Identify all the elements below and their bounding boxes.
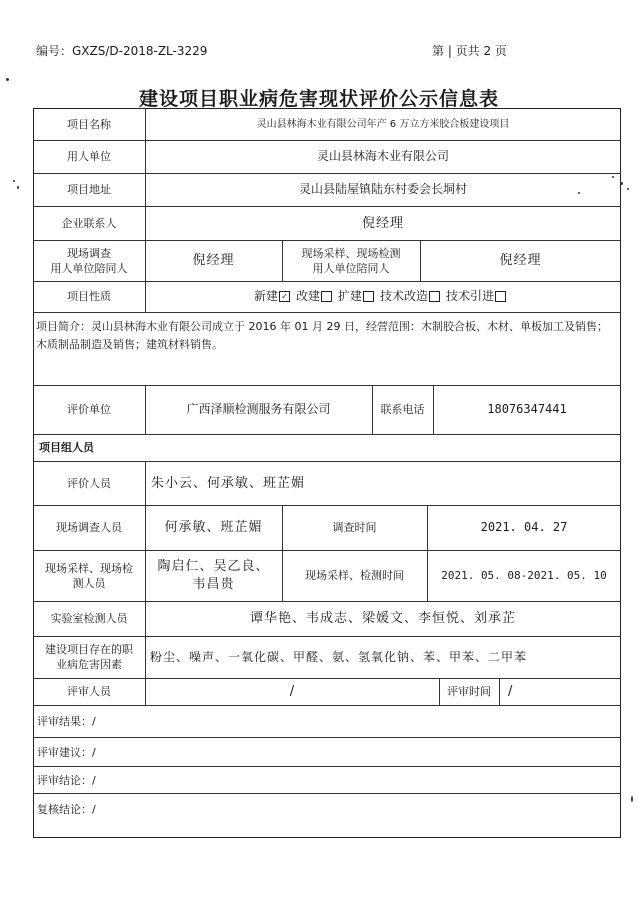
- option-tech-upgrade-label: 技术改造: [380, 289, 429, 303]
- team-heading: 项目组人员: [39, 441, 94, 454]
- survey-staff-value: 何承敏、班芷媚: [164, 520, 263, 535]
- employer-label: 用人单位: [67, 150, 111, 163]
- project-name-label: 项目名称: [67, 117, 111, 131]
- doc-number: 编号：GXZS/D-2018-ZL-3229: [36, 44, 208, 58]
- scan-speck: [612, 176, 614, 178]
- option-expand-checkbox[interactable]: [363, 291, 374, 302]
- project-intro: 项目简介：灵山县林海木业有限公司成立于 2016 年 01 月 29 日，经营范围：木制胶合板、木材、单板加工及销售；木质制品制造及销售；建筑材料销售。: [36, 320, 608, 351]
- reviewer-value: /: [289, 684, 295, 699]
- row-divider: [33, 793, 621, 794]
- option-new-checkbox[interactable]: ✓: [279, 291, 290, 302]
- row-divider: [33, 766, 621, 767]
- review-time-value: /: [508, 684, 513, 699]
- option-tech-import-label: 技术引进: [446, 289, 495, 303]
- project-name-value: 灵山县林海木业有限公司年产 6 万立方米胶合板建设项目: [256, 118, 510, 130]
- option-new-label: 新建: [253, 289, 278, 303]
- survey-time-value: 2021. 04. 27: [480, 520, 568, 534]
- sampling-escort-label: 现场采样、现场检测 用人单位陪同人: [301, 246, 401, 275]
- row-divider: [33, 312, 621, 313]
- lab-staff-label: 实验室检测人员: [50, 612, 128, 625]
- assessors-label: 评价人员: [67, 476, 111, 490]
- option-rebuild-checkbox[interactable]: [321, 291, 332, 302]
- nature-options: [145, 281, 621, 312]
- scan-speck: [6, 78, 9, 81]
- recheck-conclusion: 复核结论：/: [37, 803, 96, 816]
- employer-value: 灵山县林海木业有限公司: [316, 149, 449, 163]
- survey-escort-value: 倪经理: [192, 253, 235, 268]
- option-expand-label: 扩建: [337, 289, 362, 303]
- option-tech-import-checkbox[interactable]: [495, 291, 506, 302]
- contact-value: 倪经理: [361, 215, 404, 231]
- scan-speck: [627, 188, 629, 190]
- hazards-value: 粉尘、噪声、一氧化碳、甲醛、氨、氢氧化钠、苯、甲苯、二甲苯: [150, 649, 528, 664]
- scan-speck: [17, 186, 19, 189]
- review-advice: 评审建议：/: [37, 746, 96, 759]
- sampling-escort-value: 倪经理: [499, 253, 542, 268]
- review-time-label: 评审时间: [447, 685, 491, 698]
- address-label: 项目地址: [67, 183, 111, 196]
- address-value: 灵山县陆屋镇陆东村委会长垌村: [298, 182, 467, 196]
- phone-label: 联系电话: [380, 403, 425, 416]
- reviewer-label: 评审人员: [67, 685, 111, 698]
- survey-staff-label: 现场调查人员: [56, 521, 122, 534]
- col-divider: [499, 678, 500, 705]
- page-info: 第 | 页共 2 页: [432, 44, 507, 58]
- phone-value: 18076347441: [487, 402, 567, 416]
- contact-label: 企业联系人: [61, 216, 117, 230]
- hazards-label: 建设项目存在的职 业病危害因素: [45, 643, 133, 671]
- scan-speck: [631, 796, 633, 802]
- sampling-time-label: 现场采样、检测时间: [305, 569, 404, 582]
- nature-label: 项目性质: [67, 290, 111, 303]
- sampling-time-value: 2021. 05. 08-2021. 05. 10: [441, 569, 607, 582]
- sampling-staff-label: 现场采样、现场检 测人员: [45, 561, 133, 590]
- evaluator-value: 广西泽顺检测服务有限公司: [186, 402, 331, 416]
- page-title: 建设项目职业病危害现状评价公示信息表: [138, 88, 499, 110]
- scan-speck: [578, 192, 580, 194]
- survey-time-label: 调查时间: [332, 521, 377, 534]
- option-tech-upgrade-checkbox[interactable]: [429, 291, 440, 302]
- review-result: 评审结果：/: [37, 715, 96, 728]
- option-rebuild-label: 改建: [295, 289, 320, 303]
- evaluator-label: 评价单位: [67, 403, 111, 416]
- assessors-value: 朱小云、何承敏、班芷媚: [151, 475, 306, 491]
- row-divider: [33, 737, 621, 738]
- survey-escort-label: 现场调查 用人单位陪同人: [50, 246, 128, 275]
- scan-speck: [620, 182, 623, 185]
- row-divider: [33, 705, 621, 706]
- scan-speck: [13, 180, 15, 182]
- sampling-staff-value: 陶启仁、吴乙良、 韦昌贵: [157, 558, 270, 592]
- review-conclusion: 评审结论：/: [37, 774, 96, 787]
- lab-staff-value: 谭华艳、韦成志、梁媛文、李恒悦、刘承芷: [249, 611, 516, 626]
